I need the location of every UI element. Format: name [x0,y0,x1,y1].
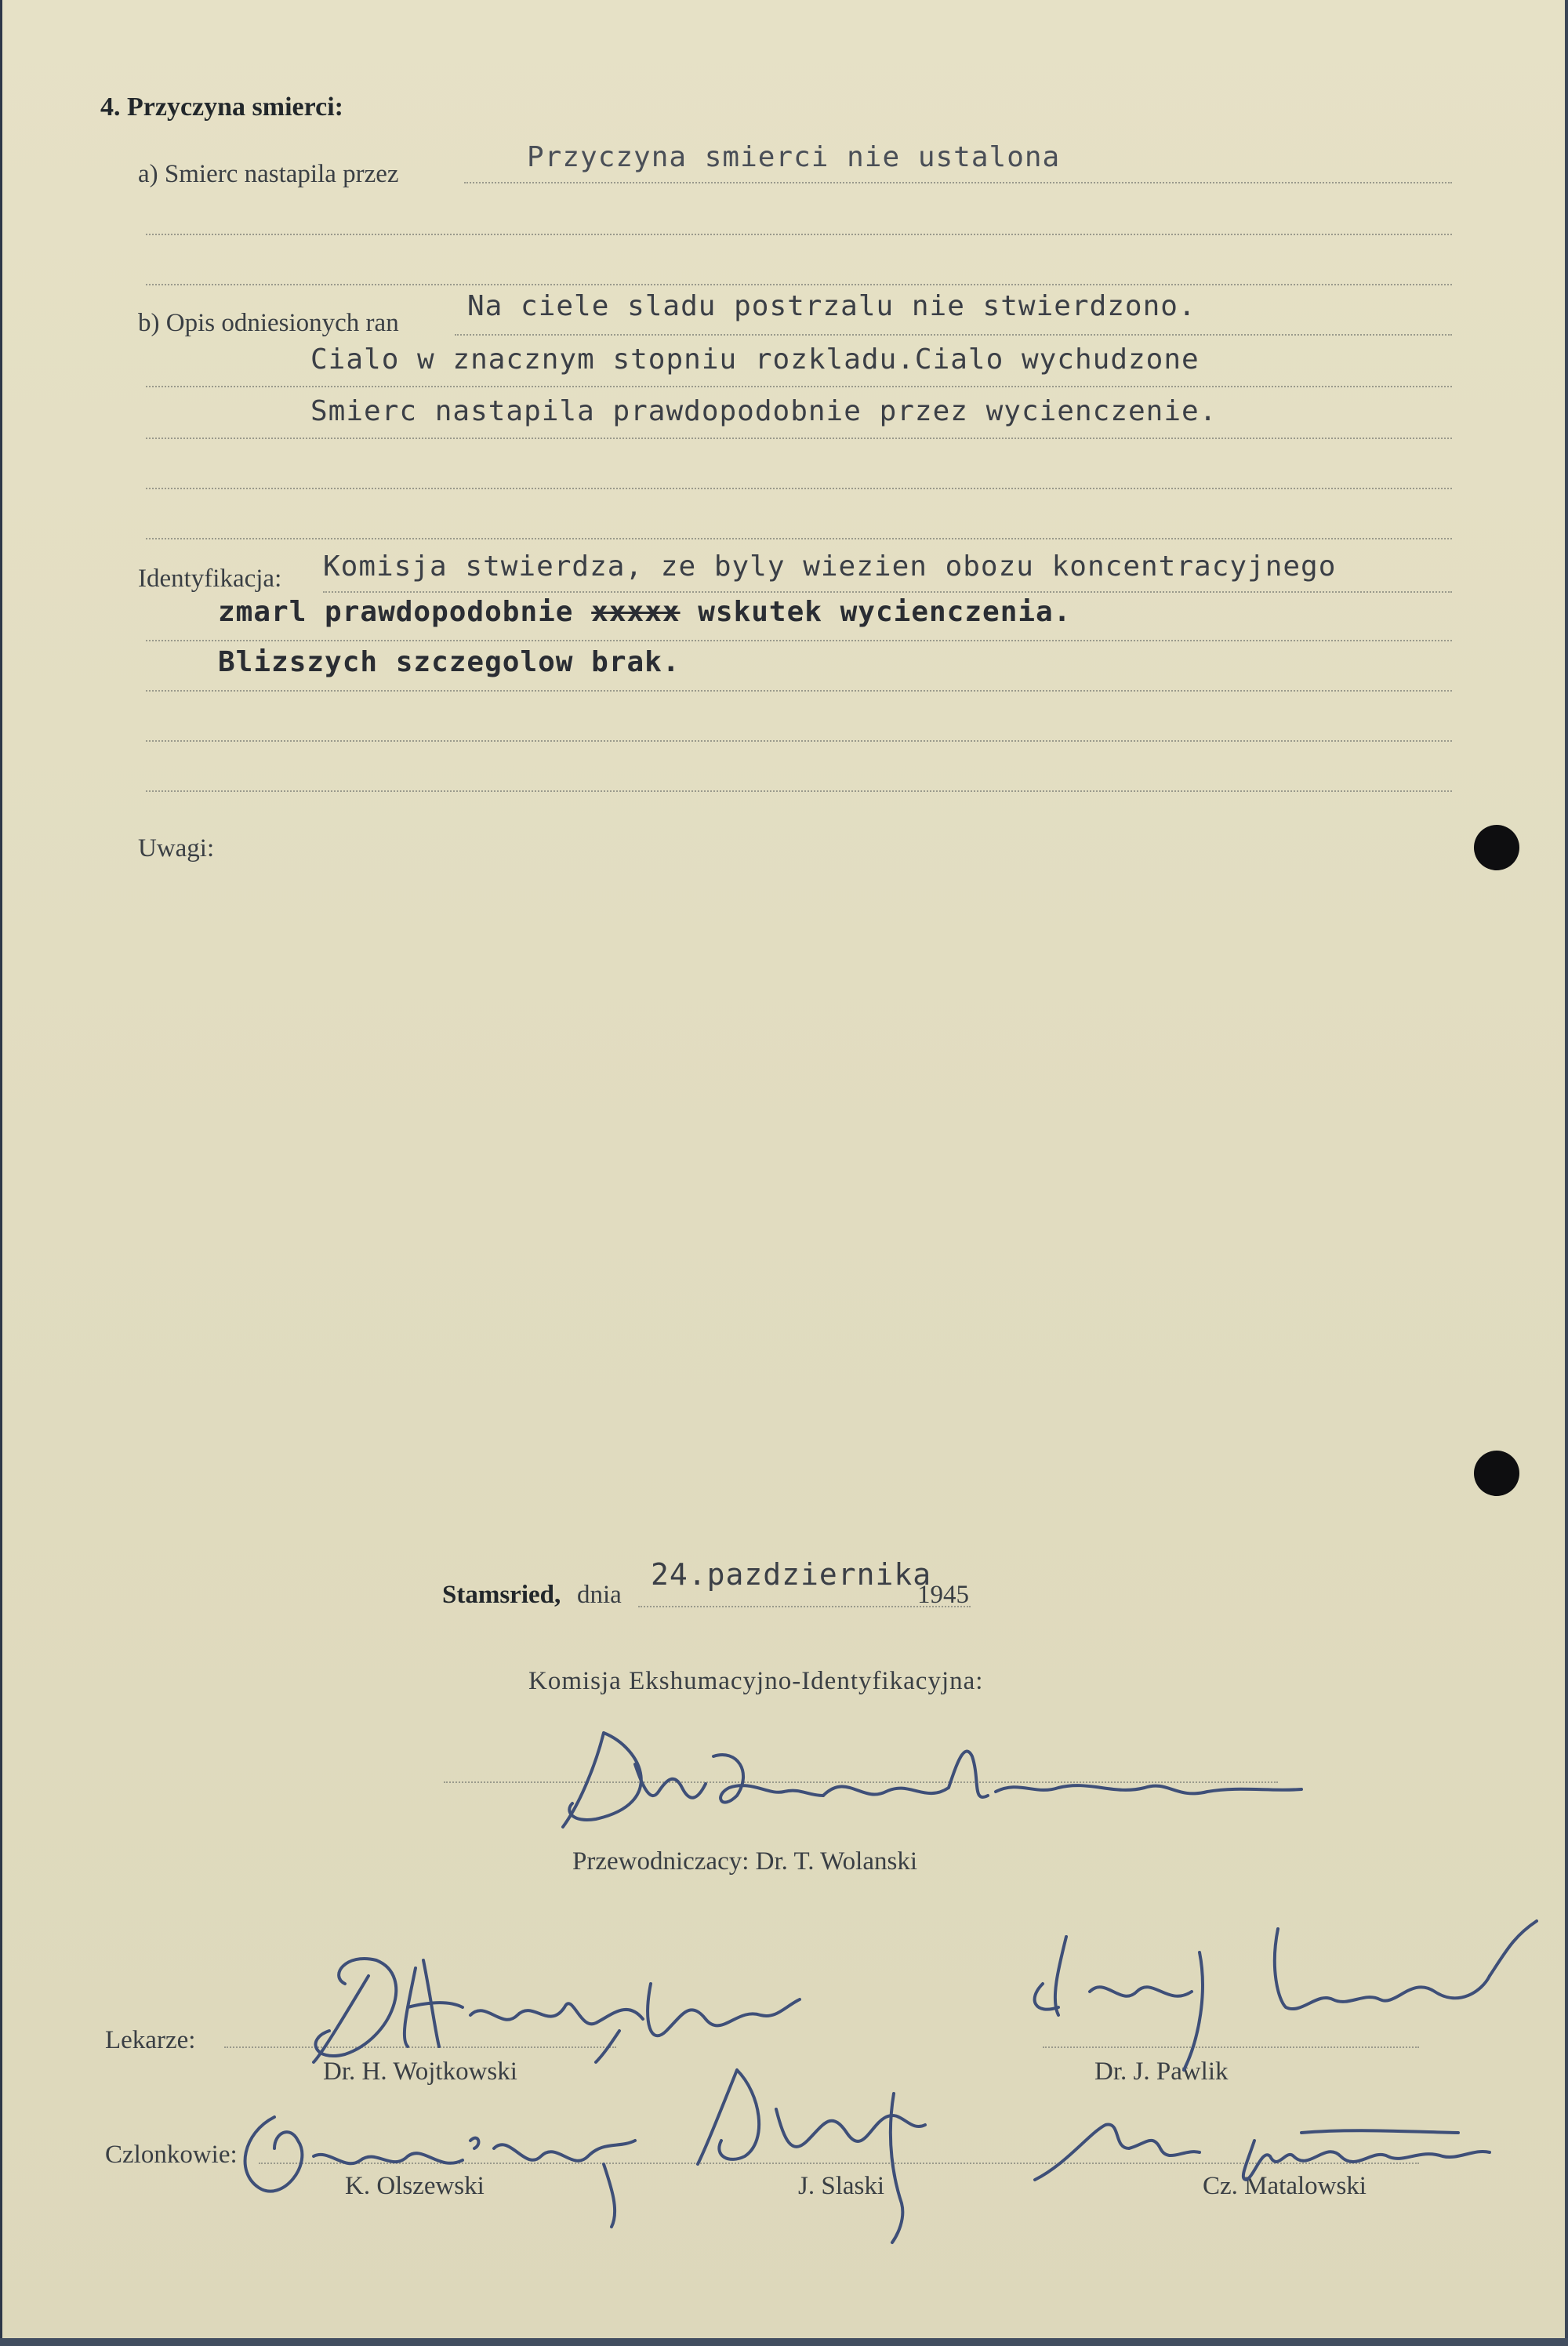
dotted-line [455,334,1452,336]
members-label: Czlonkowie: [105,2141,238,2169]
dotted-line [146,284,1452,285]
dotted-line [323,591,1452,593]
commission-title: Komisja Ekshumacyjno-Identyfikacyjna: [528,1667,984,1695]
cause-dotted-line [464,182,1452,183]
dotted-line [146,538,1452,539]
member-name-1: K. Olszewski [345,2172,485,2200]
wounds-line-1: Na ciele sladu postrzalu nie stwierdzono. [467,290,1196,322]
dotted-line [146,640,1452,641]
punch-hole [1474,1451,1519,1496]
wounds-line-2: Cialo w znacznym stopniu rozkladu.Cialo wychudzone [310,343,1200,376]
dotted-line [146,234,1452,235]
dnia-label: dnia [577,1581,622,1609]
year: 1945 [917,1581,969,1609]
dotted-line [146,488,1452,489]
member-name-2: J. Slaski [798,2172,885,2200]
identification-line-2-end: wskutek wycienczenia. [698,596,1072,628]
identification-line-2 [218,596,1071,628]
scan-edge-bottom [0,2338,1568,2346]
place: Stamsried, [442,1581,561,1609]
chairman-signature [549,1717,1317,1843]
dotted-line [146,438,1452,439]
punch-hole [1474,825,1519,870]
chairman: Przewodniczacy: Dr. T. Wolanski [572,1847,917,1876]
member-signature-1 [227,2101,666,2227]
doctor-signature-2 [1019,1921,1505,2078]
member-signature-2 [690,2046,941,2250]
wounds-line-3: Smierc nastapila prawdopodobnie przez wycienczenie. [310,395,1218,427]
section-heading: 4. Przyczyna smierci: [100,93,343,122]
remarks-label: Uwagi: [138,834,215,862]
member-signature-3 [1019,2101,1521,2195]
dotted-line [146,740,1452,742]
date-typed: 24.pazdziernika [651,1557,932,1592]
identification-line-3: Blizszych szczegolow brak. [218,646,681,678]
wounds-label: b) Opis odniesionych ran [138,309,399,337]
member-name-3: Cz. Matalowski [1203,2172,1367,2200]
identification-label: Identyfikacja: [138,565,282,593]
dotted-line [146,386,1452,387]
doctor-name-1: Dr. H. Wojtkowski [323,2057,517,2086]
scan-edge-right [1565,0,1568,2346]
dotted-line [146,690,1452,692]
cause-label: a) Smierc nastapila przez [138,160,399,188]
cause-value: Przyczyna smierci nie ustalona [527,141,1061,173]
identification-line-2-start: zmarl prawdopodobnie [218,596,574,628]
dotted-line [146,790,1452,792]
doctor-name-2: Dr. J. Pawlik [1094,2057,1229,2086]
struck-text: xxxxx [591,596,681,628]
doctors-label: Lekarze: [105,2026,196,2054]
identification-line-1: Komisja stwierdza, ze byly wiezien obozu koncentracyjnego [323,550,1337,583]
scan-edge-left [0,0,2,2346]
